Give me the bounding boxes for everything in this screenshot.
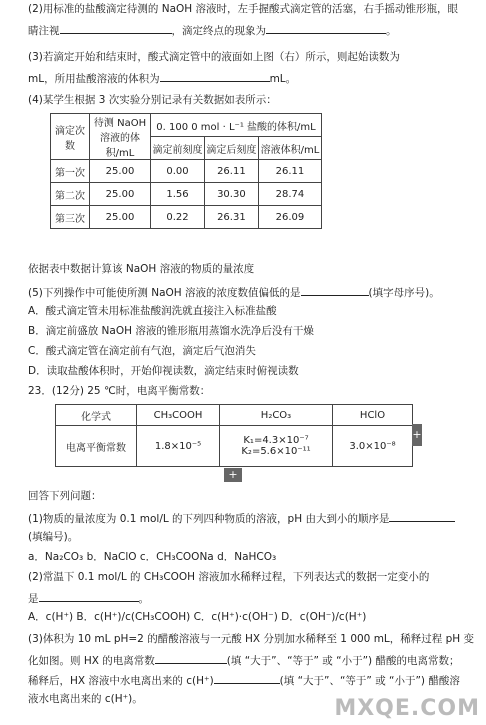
- header-solution-volume: 溶液体积/mL: [258, 137, 321, 160]
- expand-icon[interactable]: +: [224, 468, 242, 482]
- value-k1: K₁=4.3×10⁻⁷: [243, 435, 309, 446]
- table-row: [51, 206, 322, 229]
- option-a: A．酸式滴定管未用标准盐酸润洗就直接注入标准盐酸: [28, 305, 277, 317]
- q3b-line-1: (3)体积为 10 mL pH=2 的醋酸溶液与一元酸 HX 分别加水稀释至 1 000 mL，稀释过程 pH 变: [28, 633, 475, 645]
- q2-text-b: ，滴定终点的现象为: [171, 25, 266, 37]
- q1-line-1: [28, 510, 455, 526]
- table-row: [51, 160, 322, 183]
- q-intro: 回答下列问题：: [28, 490, 102, 502]
- titration-table: [50, 113, 322, 229]
- q2-text-c: 。: [386, 25, 397, 37]
- table-cell: 25.00: [90, 206, 151, 229]
- value-k2: K₂=5.6×10⁻¹¹: [241, 446, 311, 457]
- q1-text-a: (1)物质的量浓度为 0.1 mol/L 的下列四种物质的溶液，pH 由大到小的顺序是: [28, 513, 390, 525]
- table-cell: 1.56: [151, 183, 205, 206]
- table-cell: 25.00: [90, 183, 151, 206]
- value-h2co3: [220, 426, 333, 467]
- option-d: D．读取盐酸体积时，开始仰视读数，滴定结束时俯视读数: [28, 365, 299, 377]
- q2b-options: A．c(H⁺) B．c(H⁺)/c(CH₃COOH) C．c(H⁺)·c(OH⁻) D．c(OH⁻)/c(H⁺): [28, 611, 367, 623]
- q3-line-2: [28, 70, 296, 86]
- q2-line-1: (2)用标准的盐酸滴定待测的 NaOH 溶液时，左手握酸式滴定管的活塞，右手摇动锥形瓶，眼: [28, 3, 458, 15]
- answer-blank[interactable]: [266, 22, 386, 34]
- option-b: B．滴定前盛放 NaOH 溶液的锥形瓶用蒸馏水洗净后没有干燥: [28, 325, 314, 337]
- table-cell: 26.09: [258, 206, 321, 229]
- table-cell: 30.30: [204, 183, 258, 206]
- table-cell: 0.22: [151, 206, 205, 229]
- header-formula: 化学式: [56, 405, 137, 426]
- table-cell: 25.00: [90, 160, 151, 183]
- table-cell: 第一次: [51, 160, 90, 183]
- q1-options: a．Na₂CO₃ b．NaClO c．CH₃COONa d．NaHCO₃: [28, 551, 277, 563]
- q5-line: [28, 284, 440, 300]
- row-label: 电离平衡常数: [56, 426, 137, 467]
- answer-blank[interactable]: [389, 510, 455, 522]
- handle-icon[interactable]: +: [412, 424, 422, 446]
- header-before: 滴定前刻度: [151, 137, 205, 160]
- header-h2co3: H₂CO₃: [220, 405, 333, 426]
- header-ch3cooh: CH₃COOH: [137, 405, 220, 426]
- q4-concentration-line: 依据表中数据计算该 NaOH 溶液的物质的量浓度: [28, 263, 255, 275]
- value-ch3cooh: 1.8×10⁻⁵: [137, 426, 220, 467]
- q3b-text-a: 化如图。则 HX 的电离常数: [28, 655, 155, 667]
- q2b-text-a: 是: [28, 593, 39, 605]
- q3b-text-c: 稀释后，HX 溶液中水电离出来的 c(H⁺): [28, 675, 214, 687]
- q3b-line-2: [28, 652, 459, 668]
- q4-line: (4)某学生根据 3 次实验分别记录有关数据如表所示：: [28, 94, 277, 106]
- q3-text-b: mL。: [269, 73, 297, 85]
- answer-blank[interactable]: [301, 284, 369, 296]
- q3-text-a: mL，所用盐酸溶液的体积为: [28, 73, 160, 85]
- q3b-text-b: (填 “大于”、“等于” 或 “小于”) 醋酸的电离常数；: [226, 655, 460, 667]
- q3b-text-d: (填 “大于”、“等于” 或 “小于”) 醋酸溶: [279, 675, 460, 687]
- header-after: 滴定后刻度: [204, 137, 258, 160]
- answer-blank[interactable]: [155, 652, 227, 664]
- q1-line-2: (填编号)。: [28, 531, 79, 543]
- table-cell: 0.00: [151, 160, 205, 183]
- q2b-line-2: [28, 590, 149, 606]
- table-cell: 26.11: [258, 160, 321, 183]
- q2-text-a: 睛注视: [28, 25, 60, 37]
- q5-text-a: (5)下列操作中可能使所测 NaOH 溶液的浓度数值偏低的是: [28, 287, 301, 299]
- ionization-constant-table: [55, 404, 413, 467]
- q2b-line-1: (2)常温下 0.1 mol/L 的 CH₃COOH 溶液加水稀释过程，下列表达式的数据一定变小的: [28, 571, 430, 583]
- q23-title: 23．(12分) 25 ℃时，电离平衡常数：: [28, 385, 211, 397]
- q3b-line-4: 液水电离出来的 c(H⁺)。: [28, 693, 143, 705]
- value-hclo: 3.0×10⁻⁸: [333, 426, 413, 467]
- answer-blank[interactable]: [39, 590, 139, 602]
- table-cell: 第三次: [51, 206, 90, 229]
- table-cell: 26.11: [204, 160, 258, 183]
- table-cell: 第二次: [51, 183, 90, 206]
- option-c: C．酸式滴定管在滴定前有气泡，滴定后气泡消失: [28, 345, 256, 357]
- answer-blank[interactable]: [214, 672, 280, 684]
- q2-line-2: [28, 22, 397, 38]
- answer-blank[interactable]: [60, 22, 172, 34]
- table-cell: 28.74: [258, 183, 321, 206]
- table-cell: 26.31: [204, 206, 258, 229]
- watermark: MXQE.COM: [334, 696, 480, 721]
- header-hcl-volume: 0. 100 0 mol · L⁻¹ 盐酸的体积/mL: [151, 114, 322, 137]
- answer-blank[interactable]: [160, 70, 270, 82]
- header-hclo: HClO: [333, 405, 413, 426]
- q3b-line-3: [28, 672, 460, 688]
- table-row: [51, 183, 322, 206]
- header-naoh-volume: 待测 NaOH 溶液的体积/mL: [90, 114, 151, 160]
- q3-line-1: (3)若滴定开始和结束时，酸式滴定管中的液面如上图（右）所示，则起始读数为: [28, 51, 400, 63]
- q2b-text-b: 。: [138, 593, 149, 605]
- q5-text-b: (填字母序号)。: [368, 287, 440, 299]
- header-titration-count: 滴定次数: [51, 114, 90, 160]
